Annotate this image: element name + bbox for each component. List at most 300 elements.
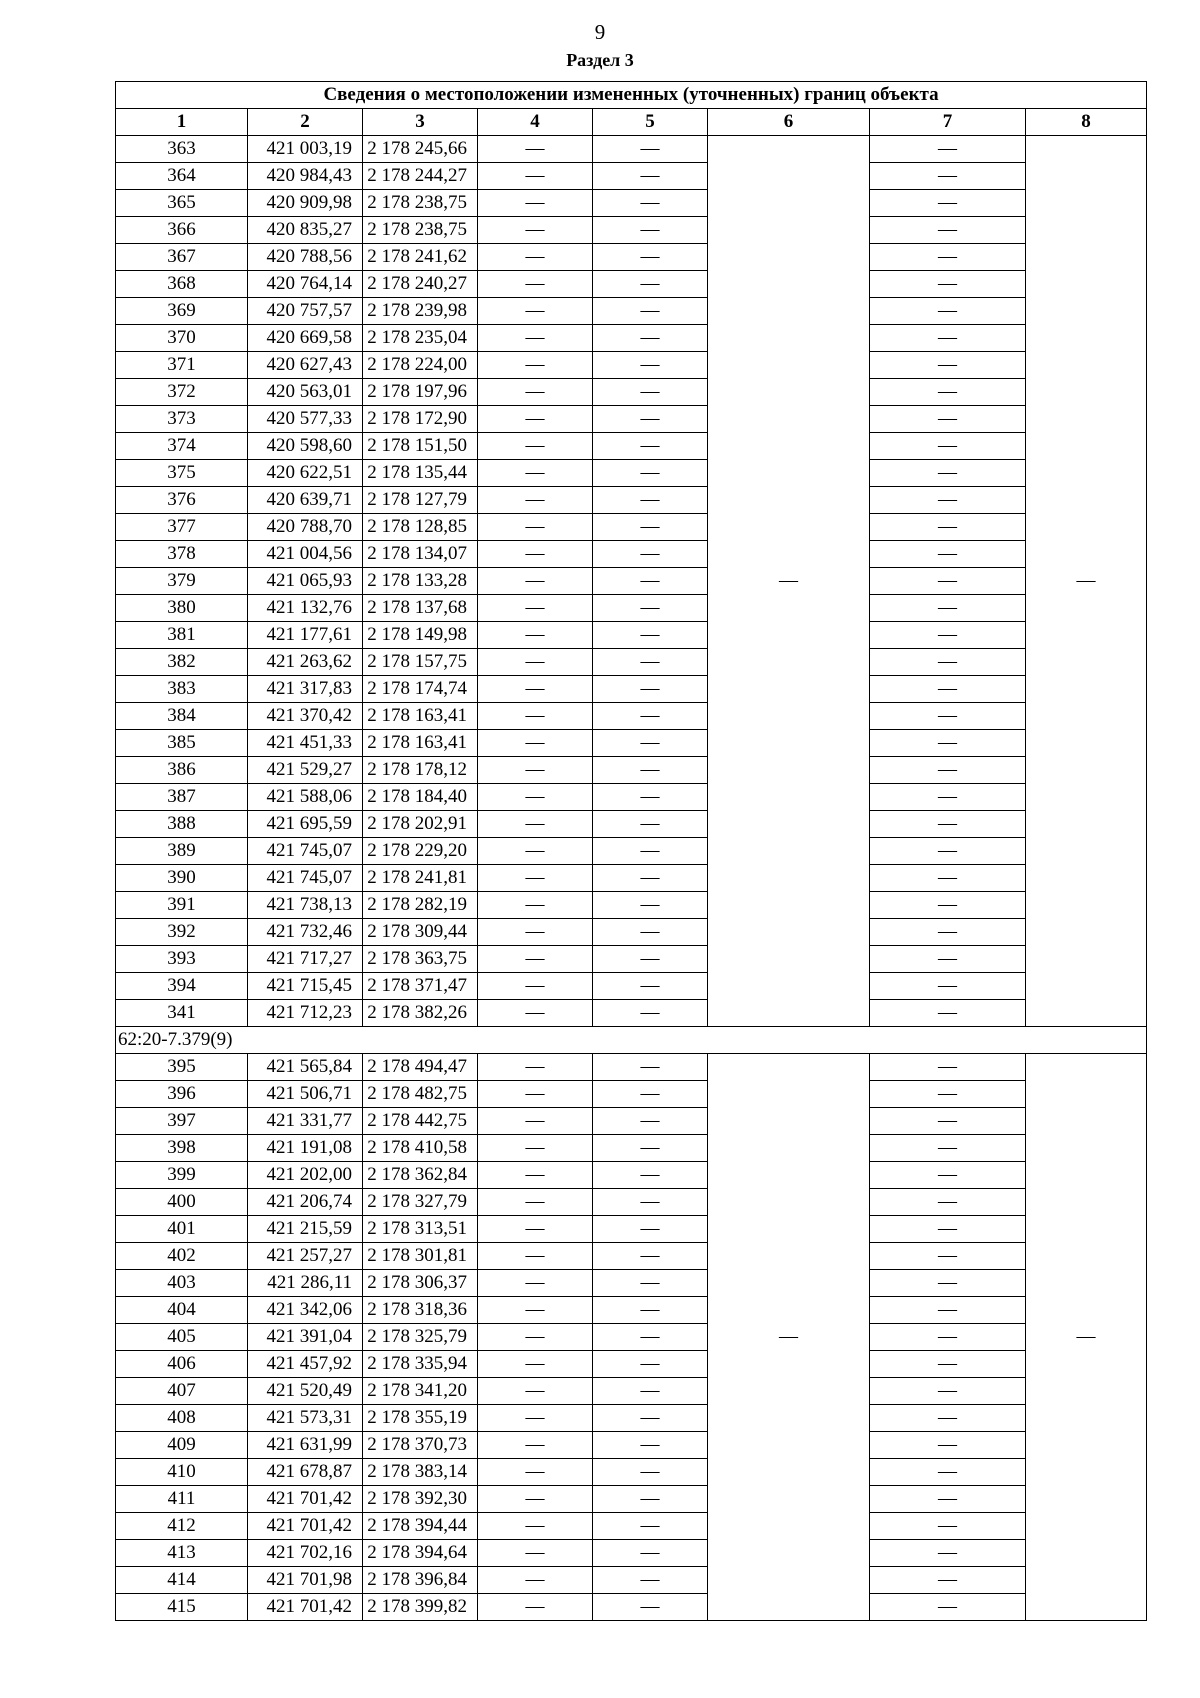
column-8-value: — bbox=[1026, 1054, 1147, 1621]
column-header-2: 2 bbox=[248, 109, 363, 136]
column-5-value: — bbox=[593, 271, 708, 298]
column-4-value: — bbox=[478, 406, 593, 433]
column-5-value: — bbox=[593, 190, 708, 217]
column-4-value: — bbox=[478, 1459, 593, 1486]
table-row bbox=[116, 1162, 1147, 1189]
coordinate-y: 2 178 172,90 bbox=[363, 406, 478, 433]
coordinate-y: 2 178 399,82 bbox=[363, 1594, 478, 1621]
column-5-value: — bbox=[593, 784, 708, 811]
column-4-value: — bbox=[478, 892, 593, 919]
coordinate-y: 2 178 135,44 bbox=[363, 460, 478, 487]
point-number: 384 bbox=[116, 703, 248, 730]
coordinate-y: 2 178 224,00 bbox=[363, 352, 478, 379]
coordinate-x: 421 701,42 bbox=[248, 1513, 363, 1540]
coordinate-y: 2 178 244,27 bbox=[363, 163, 478, 190]
point-number: 379 bbox=[116, 568, 248, 595]
column-5-value: — bbox=[593, 1567, 708, 1594]
point-number: 375 bbox=[116, 460, 248, 487]
point-number: 374 bbox=[116, 433, 248, 460]
coordinate-y: 2 178 371,47 bbox=[363, 973, 478, 1000]
column-7-value: — bbox=[870, 1162, 1026, 1189]
coordinate-x: 420 788,70 bbox=[248, 514, 363, 541]
column-7-value: — bbox=[870, 271, 1026, 298]
column-4-value: — bbox=[478, 973, 593, 1000]
table-row bbox=[116, 757, 1147, 784]
column-7-value: — bbox=[870, 1189, 1026, 1216]
table-row bbox=[116, 1351, 1147, 1378]
column-5-value: — bbox=[593, 514, 708, 541]
point-number: 386 bbox=[116, 757, 248, 784]
column-4-value: — bbox=[478, 757, 593, 784]
column-5-value: — bbox=[593, 1459, 708, 1486]
point-number: 407 bbox=[116, 1378, 248, 1405]
coordinate-y: 2 178 238,75 bbox=[363, 190, 478, 217]
coordinate-x: 421 573,31 bbox=[248, 1405, 363, 1432]
column-5-value: — bbox=[593, 1594, 708, 1621]
table-row bbox=[116, 865, 1147, 892]
table-row bbox=[116, 1189, 1147, 1216]
column-4-value: — bbox=[478, 1243, 593, 1270]
column-5-value: — bbox=[593, 811, 708, 838]
column-5-value: — bbox=[593, 1432, 708, 1459]
point-number: 390 bbox=[116, 865, 248, 892]
coordinate-y: 2 178 229,20 bbox=[363, 838, 478, 865]
table-row bbox=[116, 136, 1147, 163]
coordinate-x: 421 738,13 bbox=[248, 892, 363, 919]
coordinate-y: 2 178 392,30 bbox=[363, 1486, 478, 1513]
point-number: 402 bbox=[116, 1243, 248, 1270]
column-5-value: — bbox=[593, 433, 708, 460]
column-7-value: — bbox=[870, 190, 1026, 217]
column-4-value: — bbox=[478, 784, 593, 811]
coordinate-y: 2 178 341,20 bbox=[363, 1378, 478, 1405]
coordinate-y: 2 178 128,85 bbox=[363, 514, 478, 541]
table-row bbox=[116, 487, 1147, 514]
column-4-value: — bbox=[478, 919, 593, 946]
point-number: 376 bbox=[116, 487, 248, 514]
point-number: 366 bbox=[116, 217, 248, 244]
coordinate-y: 2 178 325,79 bbox=[363, 1324, 478, 1351]
coordinate-x: 420 563,01 bbox=[248, 379, 363, 406]
column-5-value: — bbox=[593, 163, 708, 190]
column-7-value: — bbox=[870, 163, 1026, 190]
coordinate-y: 2 178 133,28 bbox=[363, 568, 478, 595]
coordinate-y: 2 178 482,75 bbox=[363, 1081, 478, 1108]
coordinate-x: 421 202,00 bbox=[248, 1162, 363, 1189]
point-number: 364 bbox=[116, 163, 248, 190]
table-row bbox=[116, 1540, 1147, 1567]
point-number: 410 bbox=[116, 1459, 248, 1486]
coordinate-x: 421 717,27 bbox=[248, 946, 363, 973]
coordinate-x: 420 788,56 bbox=[248, 244, 363, 271]
point-number: 399 bbox=[116, 1162, 248, 1189]
coordinate-x: 421 065,93 bbox=[248, 568, 363, 595]
column-5-value: — bbox=[593, 136, 708, 163]
point-number: 408 bbox=[116, 1405, 248, 1432]
column-5-value: — bbox=[593, 1162, 708, 1189]
coordinate-y: 2 178 301,81 bbox=[363, 1243, 478, 1270]
coordinate-y: 2 178 362,84 bbox=[363, 1162, 478, 1189]
point-number: 380 bbox=[116, 595, 248, 622]
coordinate-x: 421 588,06 bbox=[248, 784, 363, 811]
column-7-value: — bbox=[870, 676, 1026, 703]
table-row bbox=[116, 919, 1147, 946]
column-7-value: — bbox=[870, 541, 1026, 568]
column-4-value: — bbox=[478, 811, 593, 838]
point-number: 396 bbox=[116, 1081, 248, 1108]
column-7-value: — bbox=[870, 460, 1026, 487]
column-7-value: — bbox=[870, 217, 1026, 244]
column-7-value: — bbox=[870, 568, 1026, 595]
column-7-value: — bbox=[870, 1243, 1026, 1270]
column-4-value: — bbox=[478, 730, 593, 757]
point-number: 370 bbox=[116, 325, 248, 352]
point-number: 393 bbox=[116, 946, 248, 973]
column-7-value: — bbox=[870, 1405, 1026, 1432]
column-5-value: — bbox=[593, 541, 708, 568]
column-4-value: — bbox=[478, 1162, 593, 1189]
coordinate-x: 420 577,33 bbox=[248, 406, 363, 433]
table-row bbox=[116, 595, 1147, 622]
column-5-value: — bbox=[593, 1297, 708, 1324]
coordinate-x: 421 004,56 bbox=[248, 541, 363, 568]
column-4-value: — bbox=[478, 568, 593, 595]
coordinate-x: 420 835,27 bbox=[248, 217, 363, 244]
coordinate-y: 2 178 163,41 bbox=[363, 703, 478, 730]
column-5-value: — bbox=[593, 649, 708, 676]
column-7-value: — bbox=[870, 1486, 1026, 1513]
column-4-value: — bbox=[478, 703, 593, 730]
coordinate-y: 2 178 494,47 bbox=[363, 1054, 478, 1081]
table-row bbox=[116, 973, 1147, 1000]
coordinate-y: 2 178 382,26 bbox=[363, 1000, 478, 1027]
table-row bbox=[116, 460, 1147, 487]
point-number: 415 bbox=[116, 1594, 248, 1621]
column-7-value: — bbox=[870, 892, 1026, 919]
table-row bbox=[116, 784, 1147, 811]
column-6-value: — bbox=[708, 1054, 870, 1621]
column-header-7: 7 bbox=[870, 109, 1026, 136]
coordinate-y: 2 178 383,14 bbox=[363, 1459, 478, 1486]
column-5-value: — bbox=[593, 244, 708, 271]
column-5-value: — bbox=[593, 1216, 708, 1243]
page-number: 9 bbox=[594, 20, 606, 44]
column-5-value: — bbox=[593, 568, 708, 595]
column-4-value: — bbox=[478, 1216, 593, 1243]
column-5-value: — bbox=[593, 1189, 708, 1216]
table-row bbox=[116, 1594, 1147, 1621]
table-row bbox=[116, 1378, 1147, 1405]
column-4-value: — bbox=[478, 1000, 593, 1027]
coordinate-x: 420 622,51 bbox=[248, 460, 363, 487]
coordinate-y: 2 178 410,58 bbox=[363, 1135, 478, 1162]
column-4-value: — bbox=[478, 298, 593, 325]
coordinate-x: 420 909,98 bbox=[248, 190, 363, 217]
point-number: 391 bbox=[116, 892, 248, 919]
coordinate-y: 2 178 149,98 bbox=[363, 622, 478, 649]
column-4-value: — bbox=[478, 1594, 593, 1621]
coordinate-x: 421 745,07 bbox=[248, 838, 363, 865]
column-4-value: — bbox=[478, 595, 593, 622]
column-header-5: 5 bbox=[593, 109, 708, 136]
coordinate-x: 421 732,46 bbox=[248, 919, 363, 946]
coordinate-x: 421 631,99 bbox=[248, 1432, 363, 1459]
coordinate-x: 421 701,98 bbox=[248, 1567, 363, 1594]
column-5-value: — bbox=[593, 487, 708, 514]
column-7-value: — bbox=[870, 1135, 1026, 1162]
column-4-value: — bbox=[478, 487, 593, 514]
column-5-value: — bbox=[593, 919, 708, 946]
column-5-value: — bbox=[593, 352, 708, 379]
column-5-value: — bbox=[593, 1270, 708, 1297]
table-row bbox=[116, 1486, 1147, 1513]
table-row bbox=[116, 352, 1147, 379]
column-5-value: — bbox=[593, 730, 708, 757]
coordinate-x: 421 391,04 bbox=[248, 1324, 363, 1351]
column-7-value: — bbox=[870, 136, 1026, 163]
coordinate-y: 2 178 184,40 bbox=[363, 784, 478, 811]
point-number: 389 bbox=[116, 838, 248, 865]
column-header-4: 4 bbox=[478, 109, 593, 136]
table-row bbox=[116, 1297, 1147, 1324]
column-4-value: — bbox=[478, 460, 593, 487]
point-number: 369 bbox=[116, 298, 248, 325]
point-number: 406 bbox=[116, 1351, 248, 1378]
column-7-value: — bbox=[870, 514, 1026, 541]
column-5-value: — bbox=[593, 379, 708, 406]
column-4-value: — bbox=[478, 1432, 593, 1459]
column-4-value: — bbox=[478, 1378, 593, 1405]
coordinate-x: 421 286,11 bbox=[248, 1270, 363, 1297]
coordinate-y: 2 178 240,27 bbox=[363, 271, 478, 298]
coordinate-y: 2 178 394,44 bbox=[363, 1513, 478, 1540]
coordinate-x: 421 702,16 bbox=[248, 1540, 363, 1567]
point-number: 388 bbox=[116, 811, 248, 838]
coordinate-y: 2 178 178,12 bbox=[363, 757, 478, 784]
column-7-value: — bbox=[870, 1459, 1026, 1486]
point-number: 373 bbox=[116, 406, 248, 433]
table-row bbox=[116, 1324, 1147, 1351]
point-number: 409 bbox=[116, 1432, 248, 1459]
column-5-value: — bbox=[593, 406, 708, 433]
coordinate-y: 2 178 134,07 bbox=[363, 541, 478, 568]
column-7-value: — bbox=[870, 1270, 1026, 1297]
table-row bbox=[116, 271, 1147, 298]
table-row bbox=[116, 1513, 1147, 1540]
coordinate-x: 421 191,08 bbox=[248, 1135, 363, 1162]
coordinate-x: 421 565,84 bbox=[248, 1054, 363, 1081]
column-5-value: — bbox=[593, 325, 708, 352]
column-4-value: — bbox=[478, 622, 593, 649]
coordinate-y: 2 178 127,79 bbox=[363, 487, 478, 514]
coordinate-y: 2 178 239,98 bbox=[363, 298, 478, 325]
column-7-value: — bbox=[870, 649, 1026, 676]
coordinate-x: 421 257,27 bbox=[248, 1243, 363, 1270]
column-header-1: 1 bbox=[116, 109, 248, 136]
column-4-value: — bbox=[478, 217, 593, 244]
section-title: Раздел 3 bbox=[566, 50, 634, 70]
point-number: 394 bbox=[116, 973, 248, 1000]
table-row bbox=[116, 1567, 1147, 1594]
column-7-value: — bbox=[870, 703, 1026, 730]
column-5-value: — bbox=[593, 1540, 708, 1567]
point-number: 368 bbox=[116, 271, 248, 298]
coordinate-y: 2 178 309,44 bbox=[363, 919, 478, 946]
column-7-value: — bbox=[870, 1054, 1026, 1081]
table-row bbox=[116, 1108, 1147, 1135]
column-header-row bbox=[116, 109, 1147, 136]
coordinate-x: 421 317,83 bbox=[248, 676, 363, 703]
column-5-value: — bbox=[593, 676, 708, 703]
point-number: 414 bbox=[116, 1567, 248, 1594]
column-7-value: — bbox=[870, 298, 1026, 325]
coordinate-y: 2 178 241,81 bbox=[363, 865, 478, 892]
coordinate-y: 2 178 282,19 bbox=[363, 892, 478, 919]
column-5-value: — bbox=[593, 1351, 708, 1378]
coordinate-x: 421 215,59 bbox=[248, 1216, 363, 1243]
column-header-8: 8 bbox=[1026, 109, 1147, 136]
column-4-value: — bbox=[478, 1567, 593, 1594]
coordinate-x: 421 370,42 bbox=[248, 703, 363, 730]
coordinate-y: 2 178 442,75 bbox=[363, 1108, 478, 1135]
coordinate-x: 421 529,27 bbox=[248, 757, 363, 784]
point-number: 383 bbox=[116, 676, 248, 703]
coordinate-x: 421 132,76 bbox=[248, 595, 363, 622]
column-7-value: — bbox=[870, 379, 1026, 406]
coordinate-x: 421 003,19 bbox=[248, 136, 363, 163]
column-4-value: — bbox=[478, 1486, 593, 1513]
coordinate-x: 421 701,42 bbox=[248, 1594, 363, 1621]
column-5-value: — bbox=[593, 1243, 708, 1270]
column-4-value: — bbox=[478, 1351, 593, 1378]
coordinate-x: 421 695,59 bbox=[248, 811, 363, 838]
column-5-value: — bbox=[593, 1000, 708, 1027]
column-7-value: — bbox=[870, 487, 1026, 514]
table-title: Сведения о местоположении измененных (уточненных) границ объекта bbox=[116, 82, 1147, 109]
table-row bbox=[116, 1405, 1147, 1432]
column-4-value: — bbox=[478, 379, 593, 406]
point-number: 412 bbox=[116, 1513, 248, 1540]
column-4-value: — bbox=[478, 676, 593, 703]
coordinate-x: 421 678,87 bbox=[248, 1459, 363, 1486]
coordinate-x: 420 639,71 bbox=[248, 487, 363, 514]
column-4-value: — bbox=[478, 1297, 593, 1324]
column-7-value: — bbox=[870, 1540, 1026, 1567]
column-5-value: — bbox=[593, 217, 708, 244]
column-header-6: 6 bbox=[708, 109, 870, 136]
column-7-value: — bbox=[870, 757, 1026, 784]
column-7-value: — bbox=[870, 1513, 1026, 1540]
coordinate-y: 2 178 394,64 bbox=[363, 1540, 478, 1567]
column-4-value: — bbox=[478, 514, 593, 541]
point-number: 401 bbox=[116, 1216, 248, 1243]
column-5-value: — bbox=[593, 1108, 708, 1135]
column-5-value: — bbox=[593, 460, 708, 487]
point-number: 385 bbox=[116, 730, 248, 757]
column-5-value: — bbox=[593, 973, 708, 1000]
column-7-value: — bbox=[870, 1216, 1026, 1243]
column-5-value: — bbox=[593, 946, 708, 973]
coordinate-x: 421 715,45 bbox=[248, 973, 363, 1000]
table-row bbox=[116, 703, 1147, 730]
point-number: 398 bbox=[116, 1135, 248, 1162]
column-5-value: — bbox=[593, 865, 708, 892]
coordinate-y: 2 178 313,51 bbox=[363, 1216, 478, 1243]
table-row bbox=[116, 838, 1147, 865]
column-4-value: — bbox=[478, 649, 593, 676]
coordinate-y: 2 178 335,94 bbox=[363, 1351, 478, 1378]
table-row bbox=[116, 325, 1147, 352]
coordinate-y: 2 178 151,50 bbox=[363, 433, 478, 460]
column-4-value: — bbox=[478, 433, 593, 460]
table-row bbox=[116, 298, 1147, 325]
table-row bbox=[116, 892, 1147, 919]
column-4-value: — bbox=[478, 1405, 593, 1432]
point-number: 378 bbox=[116, 541, 248, 568]
column-4-value: — bbox=[478, 946, 593, 973]
table-row bbox=[116, 1135, 1147, 1162]
column-header-3: 3 bbox=[363, 109, 478, 136]
coordinate-y: 2 178 235,04 bbox=[363, 325, 478, 352]
column-5-value: — bbox=[593, 1405, 708, 1432]
column-8-value: — bbox=[1026, 136, 1147, 1027]
table-row bbox=[116, 622, 1147, 649]
table-row bbox=[116, 514, 1147, 541]
coordinate-x: 421 342,06 bbox=[248, 1297, 363, 1324]
column-7-value: — bbox=[870, 1594, 1026, 1621]
point-number: 372 bbox=[116, 379, 248, 406]
table-body bbox=[116, 136, 1147, 1621]
subheader-row bbox=[116, 1027, 1147, 1054]
column-7-value: — bbox=[870, 595, 1026, 622]
column-4-value: — bbox=[478, 1054, 593, 1081]
coordinate-x: 421 701,42 bbox=[248, 1486, 363, 1513]
column-4-value: — bbox=[478, 1189, 593, 1216]
coordinate-x: 420 757,57 bbox=[248, 298, 363, 325]
column-5-value: — bbox=[593, 892, 708, 919]
column-6-value: — bbox=[708, 136, 870, 1027]
column-7-value: — bbox=[870, 1567, 1026, 1594]
coordinate-y: 2 178 396,84 bbox=[363, 1567, 478, 1594]
point-number: 403 bbox=[116, 1270, 248, 1297]
table-row bbox=[116, 946, 1147, 973]
coordinate-x: 421 451,33 bbox=[248, 730, 363, 757]
column-4-value: — bbox=[478, 865, 593, 892]
point-number: 387 bbox=[116, 784, 248, 811]
point-number: 397 bbox=[116, 1108, 248, 1135]
column-7-value: — bbox=[870, 1432, 1026, 1459]
point-number: 341 bbox=[116, 1000, 248, 1027]
coordinate-x: 420 598,60 bbox=[248, 433, 363, 460]
coordinate-y: 2 178 137,68 bbox=[363, 595, 478, 622]
table-row bbox=[116, 676, 1147, 703]
column-4-value: — bbox=[478, 1108, 593, 1135]
table-row bbox=[116, 1270, 1147, 1297]
column-5-value: — bbox=[593, 1081, 708, 1108]
coordinate-y: 2 178 238,75 bbox=[363, 217, 478, 244]
coordinate-y: 2 178 355,19 bbox=[363, 1405, 478, 1432]
table-row bbox=[116, 1054, 1147, 1081]
column-4-value: — bbox=[478, 136, 593, 163]
column-5-value: — bbox=[593, 1054, 708, 1081]
column-7-value: — bbox=[870, 1351, 1026, 1378]
table-row bbox=[116, 190, 1147, 217]
point-number: 395 bbox=[116, 1054, 248, 1081]
column-7-value: — bbox=[870, 622, 1026, 649]
point-number: 411 bbox=[116, 1486, 248, 1513]
column-7-value: — bbox=[870, 1000, 1026, 1027]
parcel-label: 62:20-7.379(9) bbox=[116, 1027, 1147, 1054]
